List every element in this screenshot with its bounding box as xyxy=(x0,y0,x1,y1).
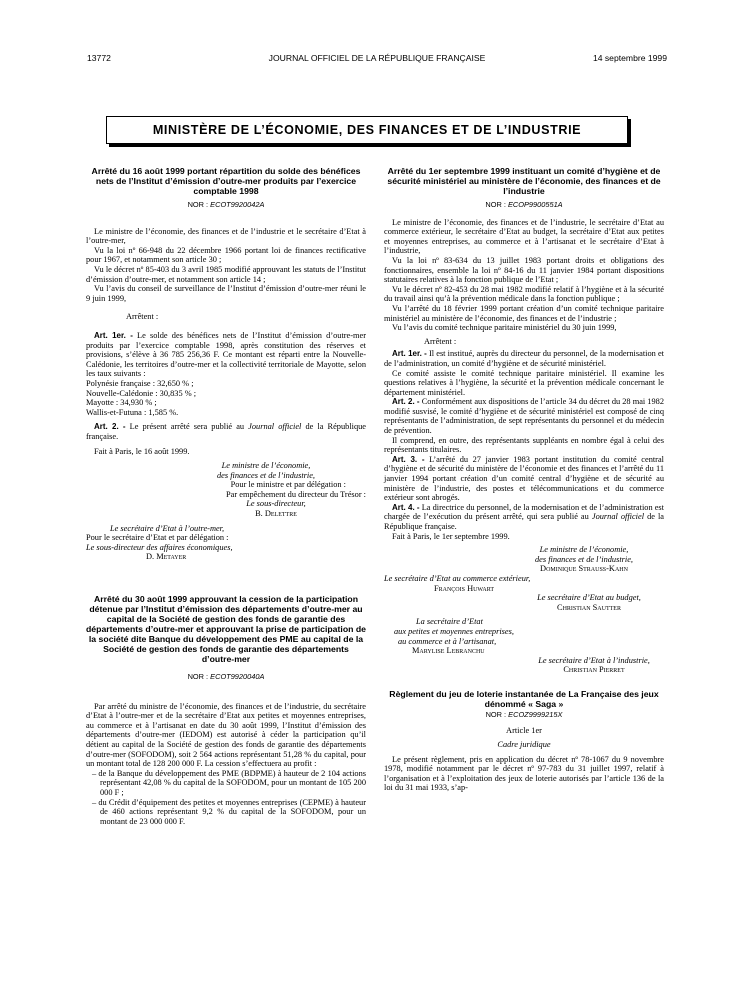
signature-line: Le secrétaire d’Etat au commerce extérieur, xyxy=(384,573,531,583)
paragraph: Vu l’arrêté du 18 février 1999 portant création d’un comité technique paritaire ministériel au ministère de l’économie, des finances et de l’industrie ; xyxy=(384,303,664,323)
arretent: Arrêtent : xyxy=(424,336,457,346)
signature-line: au commerce et à l’artisanat, xyxy=(398,636,497,646)
article-2: Art. 2. - Le présent arrêté sera publié au Journal officiel de la République française. xyxy=(86,422,367,441)
rate-item: Nouvelle-Calédonie : 30,835 % ; xyxy=(86,388,197,398)
signatory-name: Marylise Lebranchu xyxy=(412,646,485,656)
page-number: 13772 xyxy=(87,53,111,63)
paragraph: Le ministre de l’économie, des finances et de l’industrie, le secrétaire d’Etat au commerce extérieur, le secrétaire d’Etat au budget, la secrétaire d’Etat aux petites et moyennes entreprises, au commerce et à l’artisanat et le secrétaire d’Etat à l’industrie, xyxy=(384,217,664,256)
paragraph: Le ministre de l’économie, des finances et de l’industrie et le secrétaire d’Etat à l’outre-mer, xyxy=(86,226,366,246)
paragraph: Ce comité assiste le comité technique paritaire ministériel. Il examine les questions relatives à l’hygiène, la sécurité et la prévention médicale concernant le département ministériel. xyxy=(384,368,664,397)
list-item: – de la Banque du développement des PME (BDPME) à hauteur de 2 104 actions représentant 42,08 % du capital de la SOFODOM, pour un montant de 105 200 000 F ; xyxy=(92,768,366,797)
signature-line: des finances et de l’industrie, xyxy=(534,554,634,564)
issue-date: 14 septembre 1999 xyxy=(592,53,667,63)
rate-item: Polynésie française : 32,650 % ; xyxy=(86,378,194,388)
article-2: Art. 2. - Conformément aux dispositions de l’article 34 du décret du 28 mai 1982 modifié susvisé, le comité d’hygiène et de sécurité ministériel est composé de cinq représentants de l’administration, de sept représentants du personnel et du médecin de prévention. xyxy=(384,397,664,436)
decree-title-2: Arrêté du 30 août 1999 approuvant la cession de la participation détenue par l’Institut d’émission des départements d’outre-mer au capital de la Société de gestion des fonds de garantie des départements d’outre-mer et approuvant la prise de participation de la société dite Banque du développement des PME au capital de la Société de gestion des fonds de garantie des départements d’outre-mer xyxy=(86,594,366,664)
paragraph: Par arrêté du ministre de l’économie, des finances et de l’industrie, du secrétaire d’Etat à l’outre-mer et de la secrétaire d’Etat aux petites et moyennes entreprises, au commerce et à l’artisanat en date du 30 août 1999, l’Institut d’émission des départements d’outre-mer (IEDOM) est autorisé à céder la participation qu’il détient au capital de la Société de gestion des fonds de garantie des départements d’outre-mer (SOFODOM), soit 2 564 actions représentant 51,28 % du capital, pour un montant total de 128 200 000 F. La cession s’effectuera au profit : xyxy=(86,701,366,769)
article-1: Art. 1er. - Le solde des bénéfices nets de l’Institut d’émission d’outre-mer produits par l’exercice comptable 1998, après constitution des réserves et provisions, s’élève à 36 785 256,36 F. Ce montant est réparti entre la Nouvelle-Calédonie, les territoires d’outre-mer et la collectivité territoriale de Mayotte, selon les taux suivants : xyxy=(86,330,366,379)
signature-line: Le secrétaire d’Etat à l’outre-mer, xyxy=(110,523,225,533)
signature-line: des finances et de l’industrie, xyxy=(216,470,316,480)
paragraph: Vu l’avis du conseil de surveillance de l’Institut d’émission d’outre-mer réuni le 9 juin 1999, xyxy=(86,284,366,303)
decree-title-3: Arrêté du 1er septembre 1999 instituant un comité d’hygiène et de sécurité ministériel au ministère de l’économie, des finances et de l’industrie xyxy=(387,166,661,196)
paragraph: Vu l’avis du comité technique paritaire ministériel du 30 juin 1999, xyxy=(392,323,617,333)
signature-line: Par empêchement du directeur du Trésor : xyxy=(226,489,366,499)
signatory-name: B. Delettre xyxy=(255,509,297,519)
signature-line: Le sous-directeur des affaires économiques, xyxy=(86,542,233,552)
article-heading: Article 1er xyxy=(506,725,542,735)
signature-line: aux petites et moyennes entreprises, xyxy=(394,626,514,636)
signature-line: Le ministre de l’économie, xyxy=(539,545,629,555)
signature-line: Le secrétaire d’Etat au budget, xyxy=(537,593,641,603)
left-column xyxy=(86,166,366,826)
done-at: Fait à Paris, le 1er septembre 1999. xyxy=(392,531,510,541)
regulation-title: Règlement du jeu de loterie instantanée de La Française des jeux dénommé « Saga » xyxy=(389,688,659,709)
signatory-name: D. Metayer xyxy=(146,552,187,562)
page-header xyxy=(87,53,667,67)
paragraph: Vu le décret nº 82-453 du 28 mai 1982 modifié relatif à l’hygiène et à la sécurité du travail ainsi qu’à la prévention médicale dans la fonction publique ; xyxy=(384,284,664,304)
signatory-name: Dominique Strauss-Kahn xyxy=(540,564,628,574)
signature-line: Le secrétaire d’Etat à l’industrie, xyxy=(538,655,650,665)
signatory-name: François Huwart xyxy=(434,583,495,593)
nor-ref-1: NOR : ECOT9920042A xyxy=(187,200,265,209)
section-heading: Cadre juridique xyxy=(497,740,551,750)
nor-ref-2: NOR : ECOT9920040A xyxy=(187,672,265,681)
article-3: Art. 3. - L’arrêté du 27 janvier 1983 portant institution du comité central d’hygiène et de sécurité du ministère de l’économie et des finances et l’arrêté du 11 janvier 1994 portant création d’un comité central d’hygiène et de sécurité au ministère de l’industrie, des postes et télécommunications et du commerce extérieur sont abrogés. xyxy=(384,454,664,503)
journal-title: JOURNAL OFFICIEL DE LA RÉPUBLIQUE FRANÇAISE xyxy=(268,53,486,63)
decree-title-1: Arrêté du 16 août 1999 portant répartition du solde des bénéfices nets de l’Institut d’émission d’outre-mer produits par l’exercice comptable 1998 xyxy=(91,166,361,196)
paragraph: Vu le décret nº 85-403 du 3 avril 1985 modifié approuvant les statuts de l’Institut d’émission d’outre-mer, et notamment son article 14 ; xyxy=(86,264,366,284)
rate-item: Mayotte : 34,930 % ; xyxy=(86,398,157,408)
signature-line: Le ministre de l’économie, xyxy=(221,461,311,471)
right-column xyxy=(384,166,664,793)
arretent: Arrêtent : xyxy=(126,312,159,322)
paragraph: Le présent règlement, pris en application du décret nº 78-1067 du 9 novembre 1978, modifié notamment par le décret nº 97-783 du 31 juillet 1997, relatif à l’organisation et à l’exploitation des jeux de loterie autorisés par l’article 136 de la loi du 31 mai 1933, s’ap- xyxy=(384,754,664,793)
signature-line: Le sous-directeur, xyxy=(246,499,306,509)
ministry-heading-text: MINISTÈRE DE L’ÉCONOMIE, DES FINANCES ET DE L’INDUSTRIE xyxy=(152,123,582,137)
signatory-name: Christian Pierret xyxy=(563,665,625,675)
rate-item: Wallis-et-Futuna : 1,585 %. xyxy=(86,407,179,417)
article-4: Art. 4. - La directrice du personnel, de la modernisation et de l’administration est chargée de l’exécution du présent arrêté, qui sera publié au Journal officiel de la République française. xyxy=(384,502,665,531)
signature-line: La secrétaire d’Etat xyxy=(416,617,483,627)
paragraph: Il comprend, en outre, des représentants suppléants en nombre égal à celui des représentants titulaires. xyxy=(384,435,664,455)
nor-ref-4: NOR : ECOZ9999215X xyxy=(485,709,563,719)
done-at: Fait à Paris, le 16 août 1999. xyxy=(94,447,190,457)
signature-line: Pour le ministre et par délégation : xyxy=(230,480,346,490)
cession-list xyxy=(86,769,366,827)
list-item: – du Crédit d’équipement des petites et moyennes entreprises (CEPME) à hauteur de 460 actions représentant 9,2 % du capital de la SOFODOM, pour un montant de 23 000 000 F. xyxy=(92,797,366,826)
paragraph: Vu la loi nº 83-634 du 13 juillet 1983 portant droits et obligations des fonctionnaires, ensemble la loi nº 84-16 du 11 janvier 1984 portant dispositions statutaires relatives à la fonction publique de l’Etat ; xyxy=(384,255,664,285)
paragraph: Vu la loi nº 66-948 du 22 décembre 1966 portant loi de finances rectificative pour 1967, et notamment son article 30 ; xyxy=(86,245,366,265)
article-1: Art. 1er. - Il est institué, auprès du directeur du personnel, de la modernisation et de l’administration, un comité d’hygiène et de sécurité ministériel. xyxy=(384,349,664,368)
signature-line: Pour le secrétaire d’Etat et par délégation : xyxy=(86,533,229,543)
ministry-heading xyxy=(106,116,628,144)
nor-ref-3: NOR : ECOP9900551A xyxy=(485,200,563,209)
signatory-name: Christian Sautter xyxy=(557,602,621,612)
